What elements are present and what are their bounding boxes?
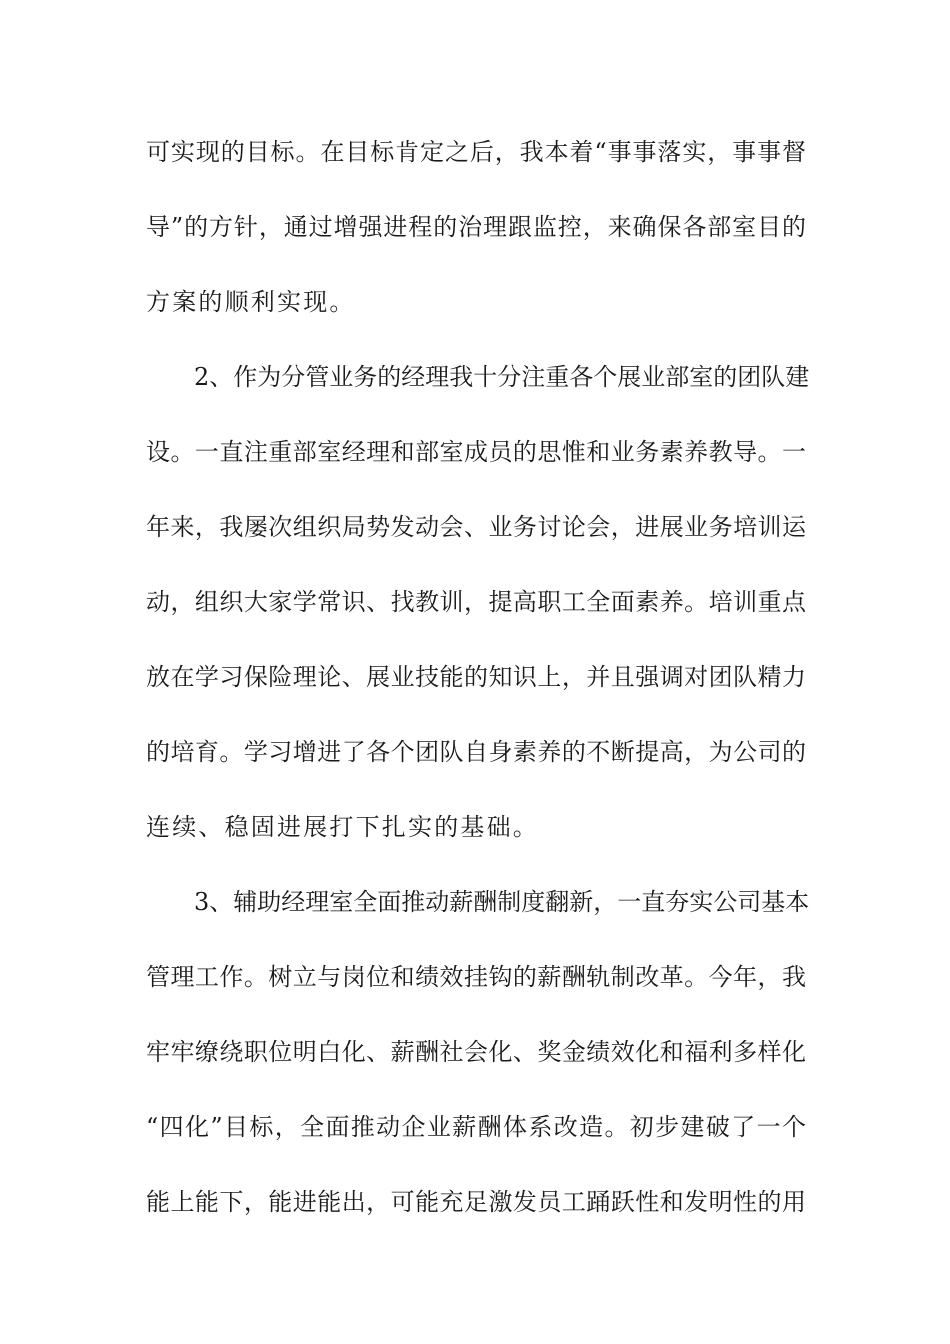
text-line: 的培育。学习增进了各个团队自身素养的不断提高，为公司的 [146, 738, 806, 766]
text-line: “四化”目标，全面推动企业薪酬体系改造。初步建破了一个 [146, 1113, 806, 1141]
paragraph-start-line: 2、作为分管业务的经理我十分注重各个展业部室的团队建 [194, 363, 810, 391]
text-line: 方案的顺利实现。 [146, 288, 356, 316]
text-line: 设。一直注重部室经理和部室成员的思惟和业务素养教导。一 [146, 438, 806, 466]
text-line: 导”的方针，通过增强进程的治理跟监控，来确保各部室目的 [146, 213, 806, 241]
text-line: 牢牢缭绕职位明白化、薪酬社会化、奖金绩效化和福利多样化 [146, 1038, 806, 1066]
paragraph-start-line: 3、辅助经理室全面推动薪酬制度翻新，一直夯实公司基本 [194, 888, 810, 916]
text-line: 管理工作。树立与岗位和绩效挂钩的薪酬轨制改革。今年，我 [146, 963, 806, 991]
text-line: 可实现的目标。在目标肯定之后，我本着“事事落实，事事督 [146, 138, 806, 166]
text-line: 年来，我屡次组织局势发动会、业务讨论会，进展业务培训运 [146, 513, 806, 541]
text-line: 动，组织大家学常识、找教训，提高职工全面素养。培训重点 [146, 588, 806, 616]
text-line: 连续、稳固进展打下扎实的基础。 [146, 813, 539, 841]
text-line: 放在学习保险理论、展业技能的知识上，并且强调对团队精力 [146, 663, 806, 691]
text-line: 能上能下，能进能出，可能充足激发员工踊跃性和发明性的用 [146, 1188, 806, 1216]
